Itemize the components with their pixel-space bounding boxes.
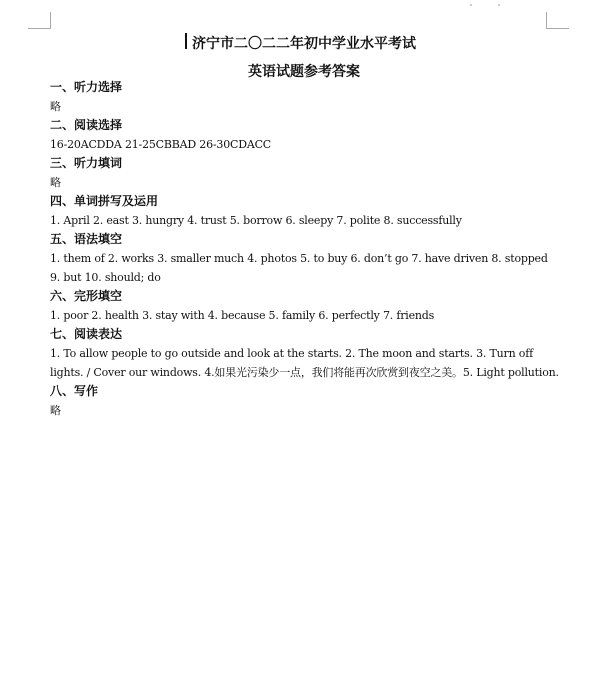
section-answer-word-spelling: 1. April 2. east 3. hungry 4. trust 5. borrow 6. sleepy 7. polite 8. successfully [50,214,462,227]
section-heading-grammar-fill: 五、语法填空 [50,232,123,246]
section-heading-listening-choice: 一、听力选择 [50,80,123,94]
page-dot-mark [470,4,472,6]
document-title: 济宁市二〇二二年初中学业水平考试 [192,36,416,52]
section-heading-cloze: 六、完形填空 [50,289,123,303]
section-heading-word-spelling: 四、单词拼写及运用 [50,194,159,208]
section-heading-listening-fill: 三、听力填词 [50,156,123,170]
answer-key-body [50,78,560,420]
section-answer-cloze: 1. poor 2. health 3. stay with 4. because 5. family 6. perfectly 7. friends [50,309,435,322]
section-answer-reading-expression: 1. To allow people to go outside and look at the starts. 2. The moon and starts. 3. Turn off lights. / Cover our windows. 4.如果光污染少一点，我们将能再次欣赏到夜空之美。5. Light pollution. [50,347,559,379]
section-answer-listening-fill: 略 [50,176,61,189]
section-answer-writing: 略 [50,404,61,417]
page-corner-mark-top-right [546,12,569,29]
document-subtitle: 英语试题参考答案 [248,64,360,80]
section-heading-reading-choice: 二、阅读选择 [50,118,123,132]
section-answer-listening-choice: 略 [50,100,61,113]
section-heading-reading-expression: 七、阅读表达 [50,327,123,341]
section-heading-writing: 八、写作 [50,384,99,398]
page-corner-mark-top-left [28,12,51,29]
section-answer-grammar-fill: 1. them of 2. works 3. smaller much 4. photos 5. to buy 6. don’t go 7. have driven 8. stopped 9. but 10. should; do [50,252,548,284]
section-answer-reading-choice: 16-20ACDDA 21-25CBBAD 26-30CDACC [50,138,272,151]
page-dot-mark [498,4,500,6]
